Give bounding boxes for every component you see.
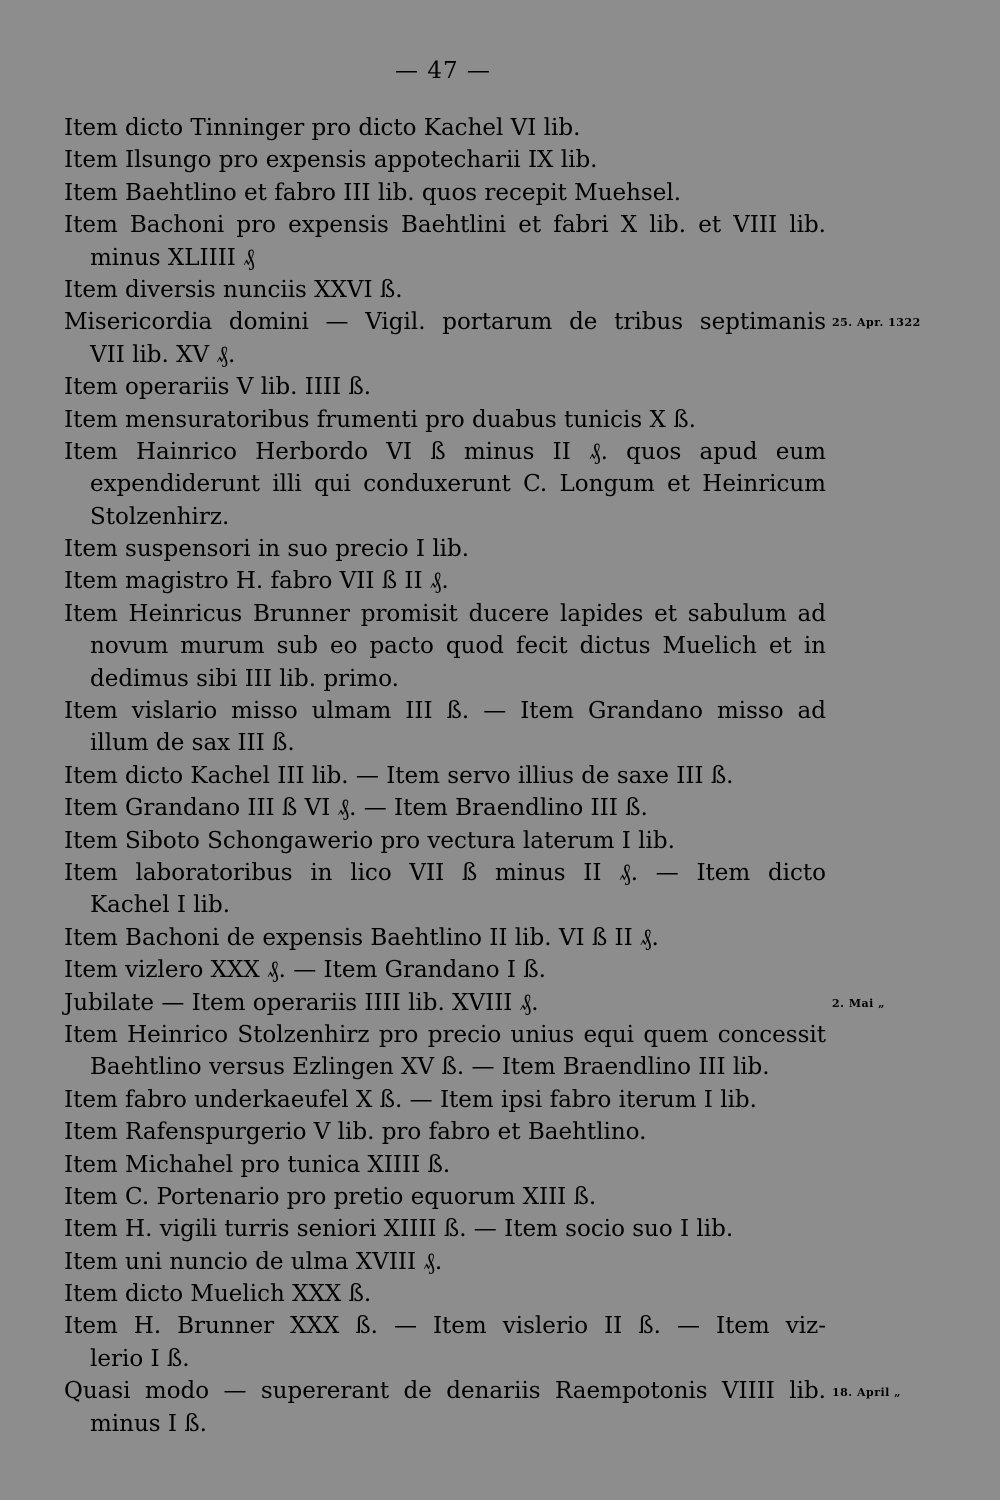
text-line: Jubilate — Item operariis IIII lib. XVIII ₰. — [64, 989, 539, 1016]
text-line: Item C. Portenario pro pretio equorum XIII ß. — [64, 1183, 597, 1210]
text-line: Item Baehtlino et fabro III lib. quos recepit Muehsel. — [64, 179, 682, 206]
text-line: Item H. Brunner XXX ß. — Item vislerio II ß. — Item viz- — [64, 1313, 826, 1340]
text-line: Item dicto Kachel III lib. — Item servo illius de saxe III ß. — [64, 762, 734, 789]
text-line: Item dicto Muelich XXX ß. — [64, 1281, 372, 1308]
text-line: Item Ilsungo pro expensis appotecharii IX lib. — [64, 147, 598, 174]
text-line: Item H. vigili turris seniori XIIII ß. — Item socio suo I lib. — [64, 1216, 734, 1243]
text-line: Item operariis V lib. IIII ß. — [64, 374, 372, 401]
text-line: dedimus sibi III lib. primo. — [90, 665, 399, 692]
text-line: Item Michahel pro tunica XIIII ß. — [64, 1151, 451, 1178]
text-line: Item Bachoni de expensis Baehtlino II lib. VI ß II ₰. — [64, 924, 659, 951]
text-line: Item fabro underkaeufel X ß. — Item ipsi fabro iterum I lib. — [64, 1086, 757, 1113]
page-number: — 47 — — [395, 58, 491, 84]
text-line: Item vislario misso ulmam III ß. — Item Grandano misso ad — [64, 698, 826, 725]
text-line: Kachel I lib. — [90, 892, 231, 919]
text-line: Item Rafenspurgerio V lib. pro fabro et Baehtlino. — [64, 1119, 647, 1146]
text-line: Item uni nuncio de ulma XVIII ₰. — [64, 1248, 443, 1275]
text-line: Item Siboto Schongawerio pro vectura laterum I lib. — [64, 827, 675, 854]
text-line: Item Grandano III ß VI ₰. — Item Braendlino III ß. — [64, 795, 648, 822]
text-line: Quasi modo — supererant de denariis Raempotonis VIIII lib. — [64, 1378, 826, 1405]
text-line: Stolzenhirz. — [90, 503, 230, 530]
body-text — [64, 112, 826, 1440]
margin-date-note: 18. April „ — [832, 1385, 902, 1399]
text-line: Item Hainrico Herbordo VI ß minus II ₰. quos apud eum — [64, 438, 826, 465]
text-line: Item vizlero XXX ₰. — Item Grandano I ß. — [64, 957, 546, 984]
text-line: Misericordia domini — Vigil. portarum de tribus septimanis — [64, 309, 826, 336]
text-line: Item laboratoribus in lico VII ß minus II ₰. — Item dicto — [64, 859, 826, 886]
text-line: lerio I ß. — [90, 1345, 190, 1372]
text-line: Item Bachoni pro expensis Baehtlini et fabri X lib. et VIII lib. — [64, 212, 826, 239]
text-line: Item suspensori in suo precio I lib. — [64, 536, 470, 563]
text-line: Baehtlino versus Ezlingen XV ß. — Item Braendlino III lib. — [90, 1054, 770, 1081]
margin-date-note: 25. Apr. 1322 — [832, 316, 921, 330]
text-line: Item dicto Tinninger pro dicto Kachel VI lib. — [64, 115, 581, 141]
text-line: VII lib. XV ₰. — [90, 341, 236, 368]
text-line: Item magistro H. fabro VII ß II ₰. — [64, 568, 449, 595]
text-line: illum de sax III ß. — [90, 730, 295, 757]
text-line: novum murum sub eo pacto quod fecit dictus Muelich et in — [90, 633, 826, 660]
margin-date-note: 2. Mai „ — [832, 996, 885, 1010]
text-line: Item diversis nunciis XXVI ß. — [64, 276, 403, 303]
text-line: minus XLIIII ₰ — [90, 244, 255, 271]
text-line: expendiderunt illi qui conduxerunt C. Longum et Heinricum — [90, 471, 826, 498]
text-line: minus I ß. — [90, 1410, 207, 1437]
text-line: Item Heinricus Brunner promisit ducere lapides et sabulum ad — [64, 600, 826, 627]
text-line: Item mensuratoribus frumenti pro duabus tunicis X ß. — [64, 406, 696, 433]
text-line: Item Heinrico Stolzenhirz pro precio unius equi quem concessit — [64, 1021, 826, 1048]
